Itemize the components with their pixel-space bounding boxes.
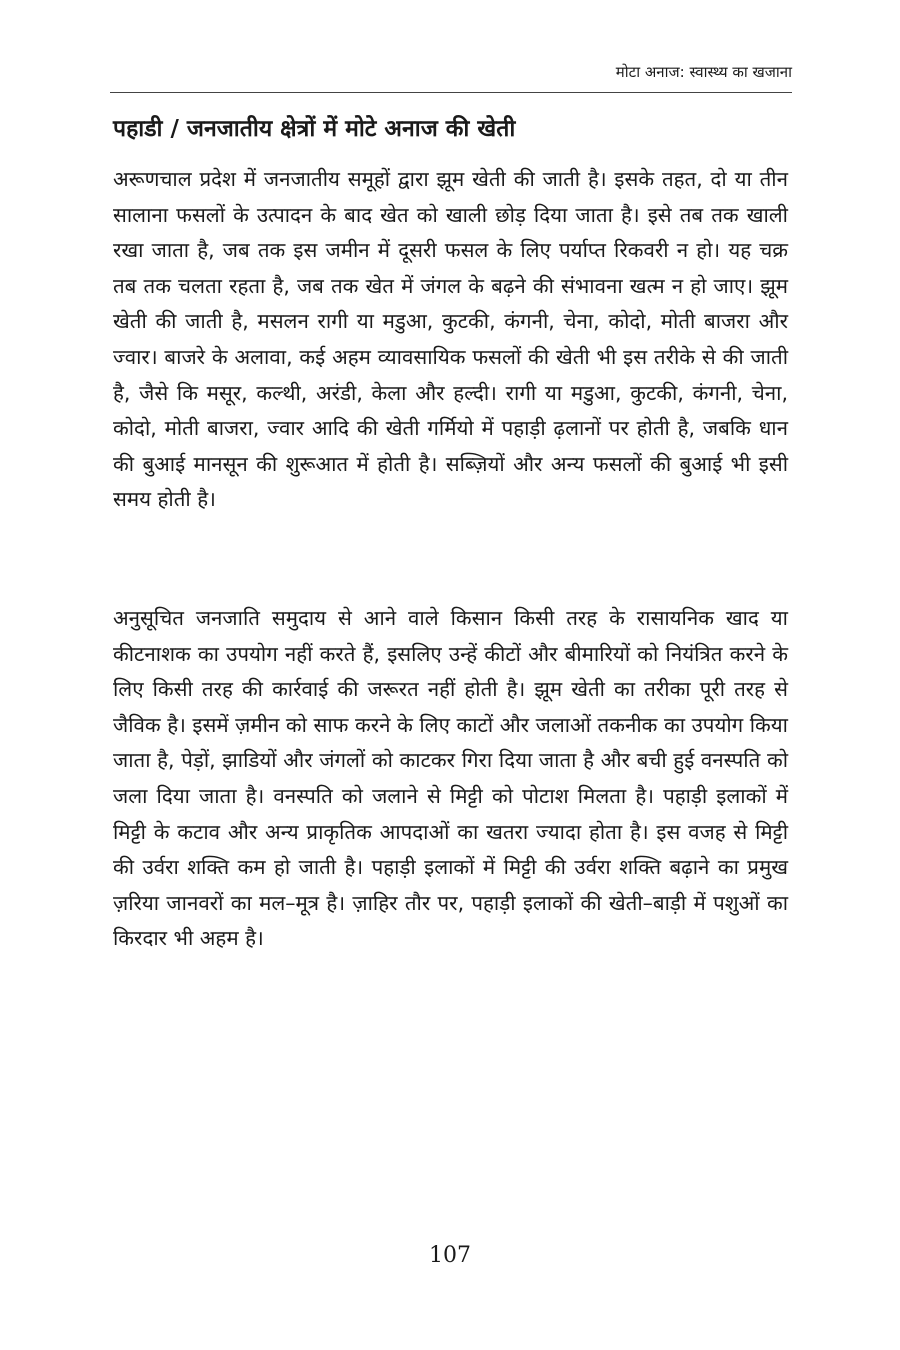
- body-paragraph-2-container: [113, 601, 788, 957]
- page-number: 107: [429, 1243, 471, 1268]
- body-paragraph-1-container: [113, 162, 788, 518]
- body-paragraph: अनुसूचित जनजाति समुदाय से आने वाले किसान किसी तरह के रासायनिक खाद या कीटनाशक का उपयोग नहीं करते हैं, इसलिए उन्हें कीटों और बीमारियों को नियंत्रित करने के लिए किसी तरह की कार्रवाई की जरूरत नहीं होती है। झूम खेती का तरीका पूरी तरह से जैविक है। इसमें ज़मीन को साफ करने के लिए काटों और जलाओं तकनीक का उपयोग किया जाता है, पेड़ों, झाडियों और जंगलों को काटकर गिरा दिया जाता है और बची हुई वनस्पति को जला दिया जाता है। वनस्पति को जलाने से मिट्टी को पोटाश मिलता है। पहाड़ी इलाकों में मिट्टी के कटाव और अन्य प्राकृतिक आपदाओं का खतरा ज्यादा होता है। इस वजह से मिट्टी की उर्वरा शक्ति कम हो जाती है। पहाड़ी इलाकों में मिट्टी की उर्वरा शक्ति बढ़ाने का प्रमुख ज़रिया जानवरों का मल–मूत्र है। ज़ाहिर तौर पर, पहाड़ी इलाकों की खेती–बाड़ी में पशुओं का किरदार भी अहम है।: [113, 606, 788, 951]
- body-paragraph: अरूणचाल प्रदेश में जनजातीय समूहों द्वारा झूम खेती की जाती है। इसके तहत, दो या तीन सालाना फसलों के उत्पादन के बाद खेत को खाली छोड़ दिया जाता है। इसे तब तक खाली रखा जाता है, जब तक इस जमीन में दूसरी फसल के लिए पर्याप्त रिकवरी न हो। यह चक्र तब तक चलता रहता है, जब तक खेत में जंगल के बढ़ने की संभावना खत्म न हो जाए। झूम खेती की जाती है, मसलन रागी या मडुआ, कुटकी, कंगनी, चेना, कोदो, मोती बाजरा और ज्वार। बाजरे के अलावा, कई अहम व्यावसायिक फसलों की खेती भी इस तरीके से की जाती है, जैसे कि मसूर, कल्थी, अरंडी, केला और हल्दी। रागी या मडुआ, कुटकी, कंगनी, चेना, कोदो, मोती बाजरा, ज्वार आदि की खेती गर्मियो में पहाड़ी ढ़लानों पर होती है, जबकि धान की बुआई मानसून की शुरूआत में होती है। सब्ज़ियों और अन्य फसलों की बुआई भी इसी समय होती है।: [113, 167, 788, 512]
- section-heading: पहाडी / जनजातीय क्षेत्रों में मोटे अनाज की खेती: [113, 116, 516, 142]
- running-header: मोटा अनाज: स्वास्थ्य का खजाना: [615, 63, 792, 81]
- header-divider: [110, 92, 792, 93]
